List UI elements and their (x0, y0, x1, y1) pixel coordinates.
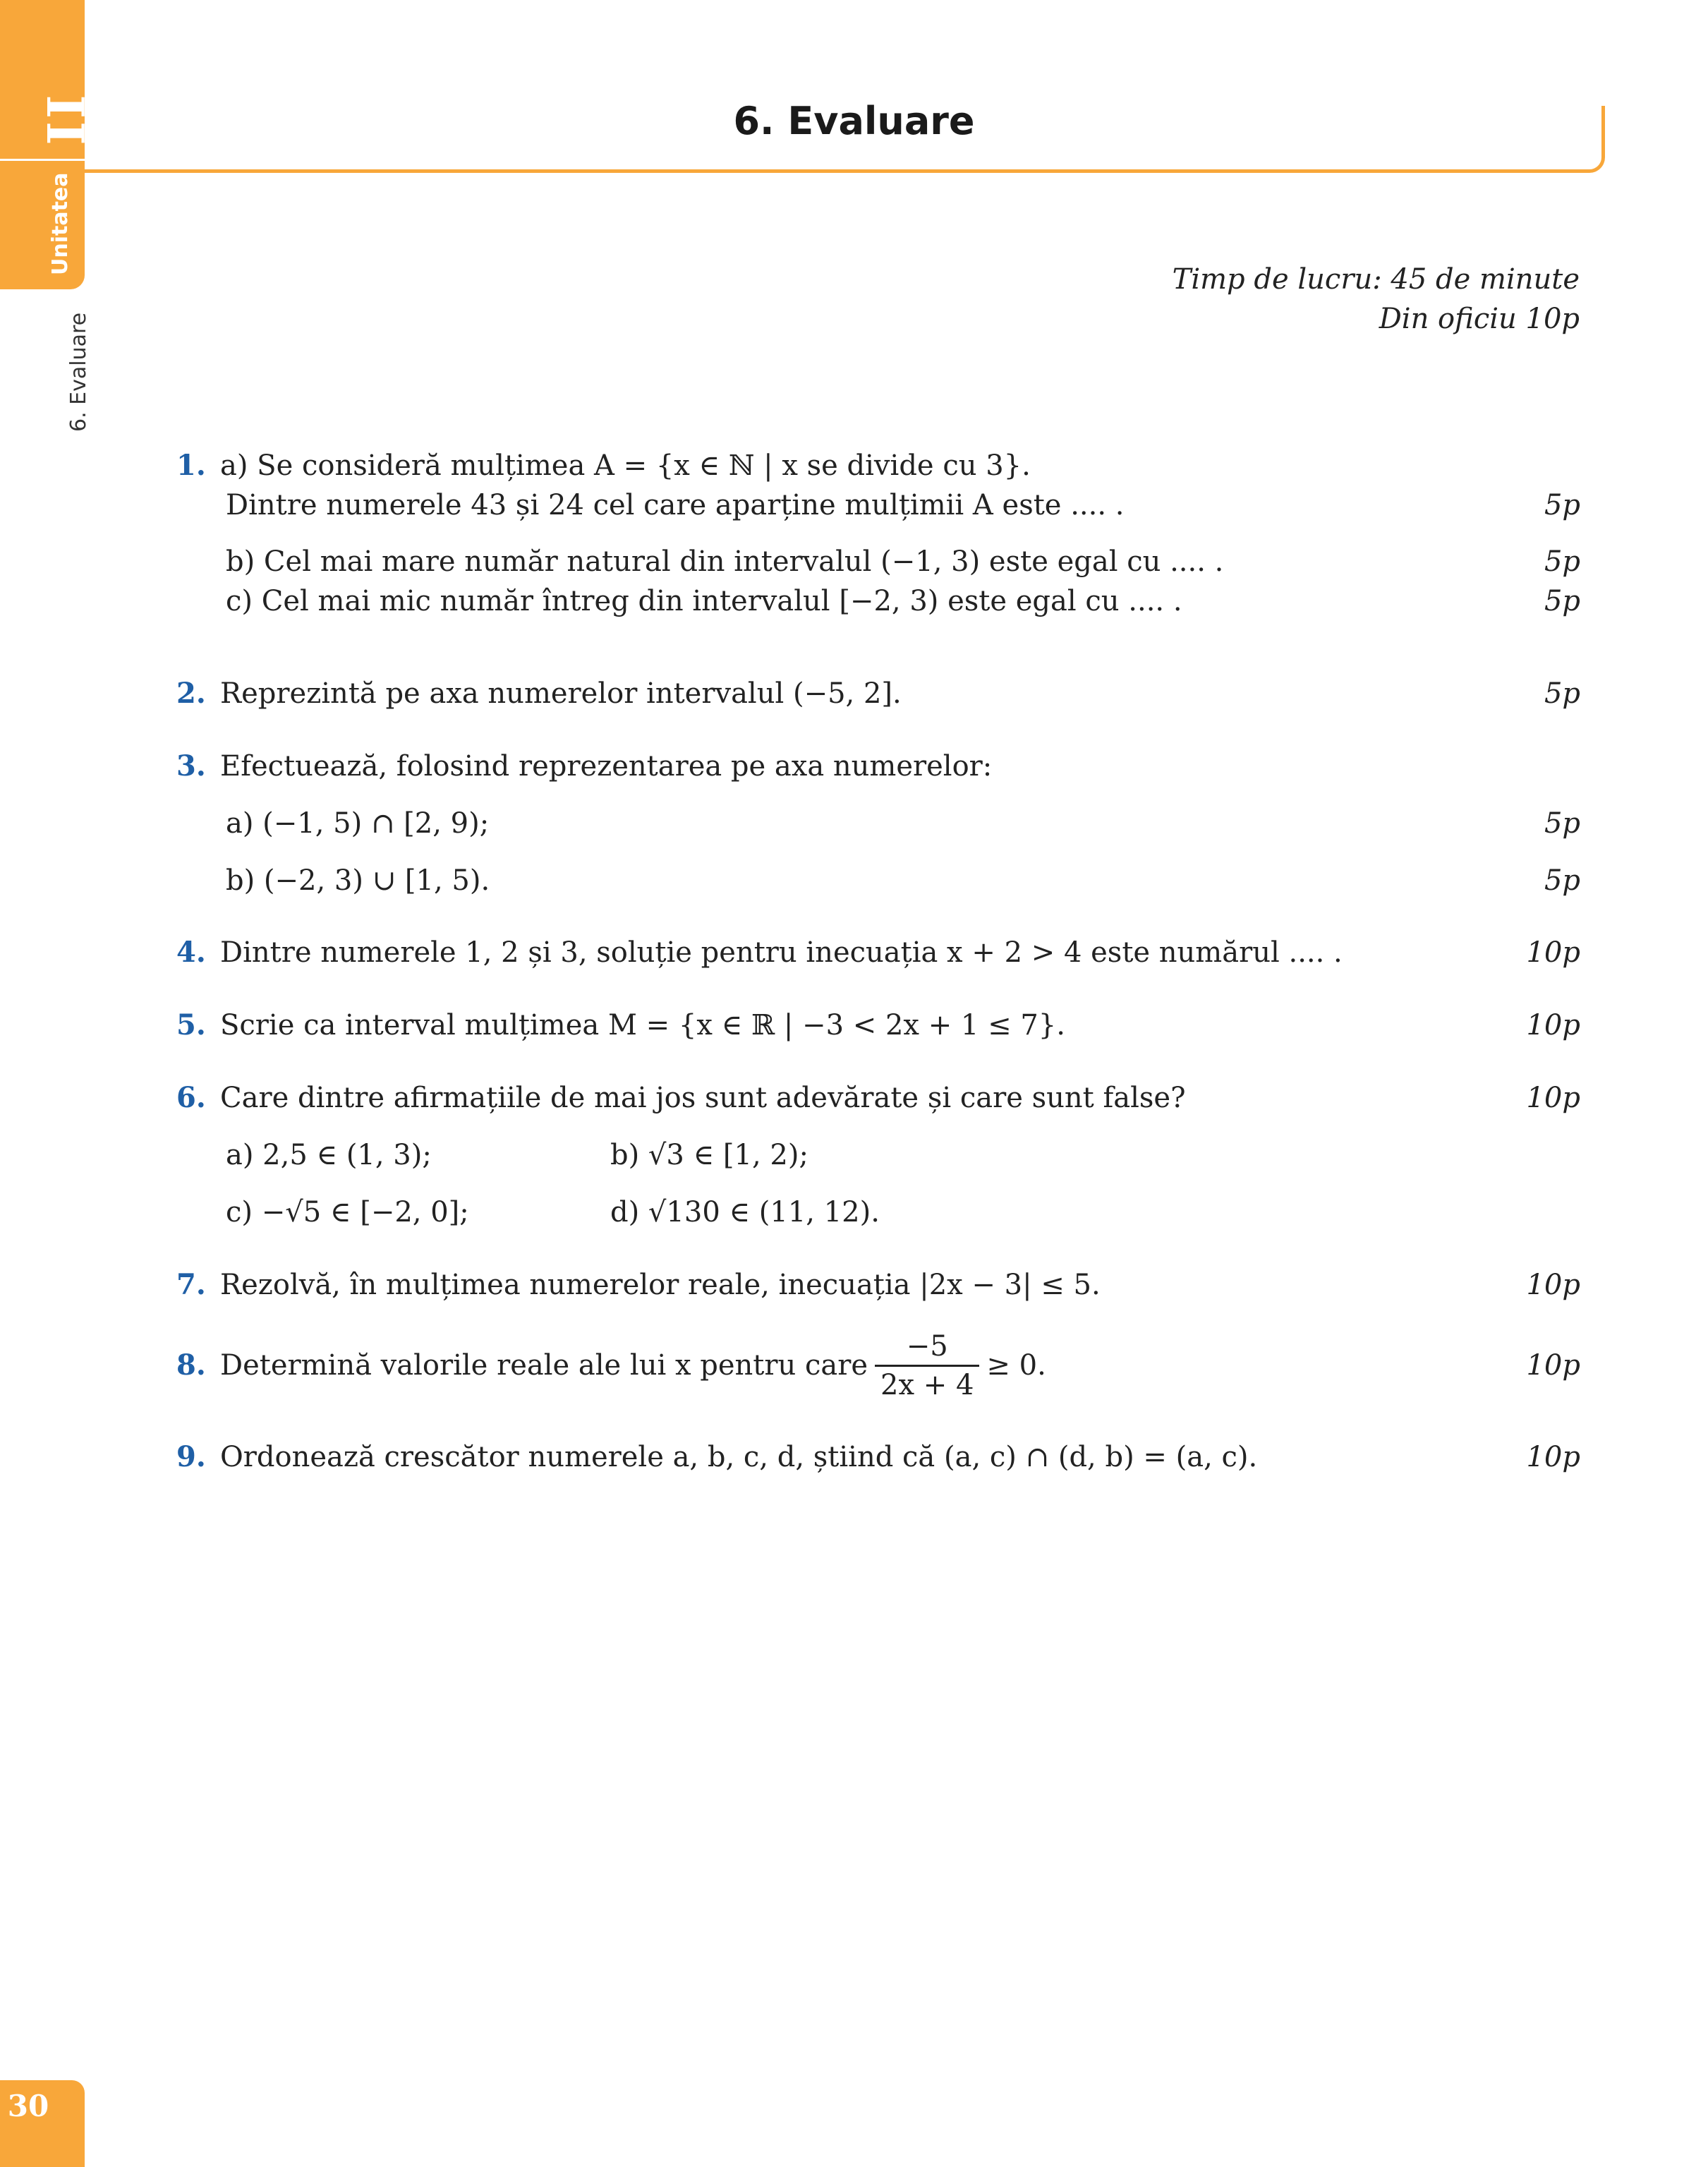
exercise-text: Reprezintă pe axa numerelor intervalul (−5, 2]. (220, 677, 902, 710)
exercise-line (176, 446, 1580, 485)
statement-a: a) 2,5 ∈ (1, 3); (226, 1139, 432, 1171)
points: 10p (1526, 1349, 1580, 1382)
exercise-text: Care dintre afirmațiile de mai jos sunt adevărate și care sunt false? (220, 1082, 1186, 1114)
points: 10p (1526, 1082, 1580, 1114)
exercise-line (176, 747, 1580, 786)
exercise-text: c) Cel mai mic număr întreg din intervalul [−2, 3) este egal cu .... . (226, 585, 1182, 617)
time-limit: Timp de lucru: 45 de minute (1172, 263, 1580, 296)
exercise-line (176, 1327, 1580, 1404)
test-info (1173, 260, 1580, 339)
points: 5p (1544, 864, 1580, 897)
fraction (875, 1328, 979, 1404)
exercise-5 (176, 1006, 1580, 1045)
exercise-line (176, 933, 1580, 972)
exercise-number: 2. (176, 677, 206, 710)
page-title: 6. Evaluare (733, 99, 975, 143)
exercise-6 (176, 1078, 1580, 1232)
exercise-line (176, 1006, 1580, 1045)
exercise-line (176, 1265, 1580, 1305)
exercise-text: Dintre numerele 43 și 24 cel care aparține mulțimii A este .... . (226, 489, 1125, 521)
fraction-numerator: −5 (875, 1328, 979, 1367)
exercise-text: b) Cel mai mare număr natural din intervalul (−1, 3) este egal cu .... . (226, 545, 1224, 578)
exercise-1 (176, 446, 1580, 621)
exercise-9 (176, 1437, 1580, 1477)
points: 10p (1526, 936, 1580, 969)
exercise-text: Ordonează crescător numerele a, b, c, d, știind că (a, c) ∩ (d, b) = (a, c). (220, 1441, 1258, 1473)
statement-c: c) −√5 ∈ [−2, 0]; (226, 1196, 469, 1229)
exercise-text: a) (−1, 5) ∩ [2, 9); (226, 807, 490, 840)
points: 10p (1526, 1441, 1580, 1473)
exercise-number: 4. (176, 936, 206, 969)
exercise-line (176, 804, 1580, 843)
exercise-number: 5. (176, 1008, 206, 1042)
exercise-8 (176, 1327, 1580, 1404)
exercise-line (176, 542, 1580, 581)
points: 5p (1544, 677, 1580, 710)
exercise-line (176, 861, 1580, 900)
unit-label: Unitatea (48, 172, 73, 275)
points: 10p (1526, 1009, 1580, 1042)
exercise-line (176, 485, 1580, 525)
exercise-number: 7. (176, 1268, 206, 1301)
exercise-line (176, 1078, 1580, 1118)
exercise-line (176, 1135, 1580, 1175)
exercise-text: Rezolvă, în mulțimea numerelor reale, inecuația |2x − 3| ≤ 5. (220, 1269, 1101, 1301)
exercise-text: Determină valorile reale ale lui x pentru care (220, 1349, 868, 1382)
exercise-text: Efectuează, folosind reprezentarea pe axa numerelor: (220, 750, 993, 783)
unit-roman-numeral: II (35, 95, 95, 148)
exercise-text: Dintre numerele 1, 2 și 3, soluție pentru inecuația x + 2 > 4 este numărul .... . (220, 936, 1343, 969)
exercise-text: Scrie ca interval mulțimea M = {x ∈ ℝ | −3 < 2x + 1 ≤ 7}. (220, 1009, 1065, 1042)
page-number: 30 (7, 2089, 49, 2123)
bonus-points: Din oficiu 10p (1379, 303, 1580, 335)
unit-tab-divider (0, 159, 85, 161)
section-label: 6. Evaluare (66, 312, 91, 432)
exercise-text: b) (−2, 3) ∪ [1, 5). (226, 864, 490, 897)
exercise-3 (176, 747, 1580, 900)
inequality-tail: ≥ 0. (986, 1349, 1046, 1382)
exercise-4 (176, 933, 1580, 972)
exercise-line (176, 674, 1580, 713)
exercise-2 (176, 674, 1580, 713)
exercise-line (176, 1193, 1580, 1232)
exercise-number: 8. (176, 1348, 206, 1382)
exercise-number: 6. (176, 1081, 206, 1114)
statement-b: b) √3 ∈ [1, 2); (610, 1139, 808, 1171)
points: 5p (1544, 585, 1580, 617)
exercise-7 (176, 1265, 1580, 1305)
exercise-number: 1. (176, 449, 206, 482)
exercise-text: a) Se consideră mulțimea A = {x ∈ ℕ | x se divide cu 3}. (220, 449, 1031, 482)
points: 5p (1544, 807, 1580, 840)
fraction-denominator: 2x + 4 (880, 1368, 974, 1401)
points: 5p (1544, 545, 1580, 578)
exercise-line (176, 1437, 1580, 1477)
exercise-number: 3. (176, 749, 206, 783)
points: 10p (1526, 1269, 1580, 1301)
exercise-number: 9. (176, 1440, 206, 1473)
exercise-line (176, 581, 1580, 621)
statement-d: d) √130 ∈ (11, 12). (610, 1196, 880, 1229)
points: 5p (1544, 489, 1580, 521)
